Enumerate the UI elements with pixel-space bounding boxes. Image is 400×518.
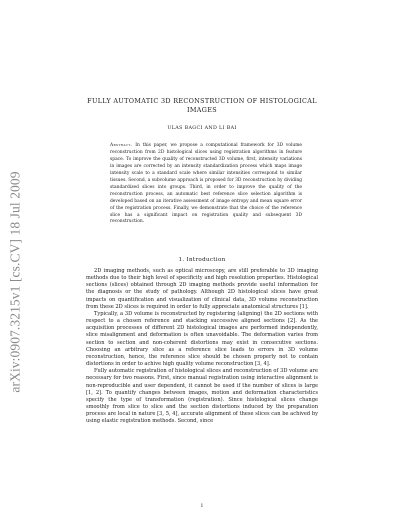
abstract-block [110,143,302,226]
arxiv-identifier-text: arXiv:0907.3215v1 [cs.CV] 18 Jul 2009 [8,171,23,393]
paragraph-3: Fully automatic registration of histological slices and reconstruction of 3D volume are necessary for two reasons. First, since manual registration using interactive alignment is non-reproducible and user dependent, it cannot be used if the number of slices is large [1, 2]. To quantify changes between images, motion and deformation characteristics specify the type of transformation (registration). Since histological slices change smoothly from slice to slice and the section distortions induced by the preparation process are local in nature [3, 5, 4], accurate alignment of these slices can be achived by using elastic registration methods. Second, since [86,368,318,425]
paper-title: FULLY AUTOMATIC 3D RECONSTRUCTION OF HISTOLOGICAL IMAGES [87,97,317,114]
arxiv-identifier-stamp [4,137,28,427]
abstract-label: Abstract. [110,143,133,148]
section-heading-introduction: 1. Introduction [178,257,226,263]
introduction-body [86,268,318,425]
paragraph-1: 2D imaging methods, such as optical microscopy, are still preferable to 3D imaging methods due to their high level of specificity and high resolution properties. Histological sections (slices) obtained through 2D imaging methods provide useful information for the diagnosis or the study of pathology. Although 2D histological slices have great impacts on quantification and visualization of clinical data, 3D volume reconstruction from these 2D slices is required in order to fully appreciate anatomical structures [1]. [86,268,318,310]
paper-authors: ULAS BAGCI AND LI BAI [167,126,237,131]
paragraph-2: Typically, a 3D volume is reconstructed by registering (aligning) the 2D sections with respect to a chosen reference and stacking successive aligned sections [2]. As the acquisition processes of different 2D histological images are performed independently, slice misalignment and deformation is often unavoidable. The deformation varies from section to section and non-coherent distortions may exist in consecutive sections. Choosing an arbitrary slice as a reference slice leads to errors in 3D volume reconstruction, hence, the reference slice should be chosen properly not to contain distortions in order to achive high quality volume reconstruction [3, 4]. [86,310,318,368]
page-number: 1 [200,504,204,509]
abstract-text: In this paper, we propose a computational framework for 3D volume reconstruction from 2D histological slices using registration algorithms in feature space. To improve the quality of reconstructed 3D volume, first, intensity variations in images are corrected by an intensity standardization process which maps image intensity scale to a standard scale where similar intensities correspond to similar tissues. Second, a subvolume approach is proposed for 3D reconstruction by dividing standardized slices into groups. Third, in order to improve the quality of the reconstruction process, an automatic best reference slice selection algorithm is developed based on an iterative assessment of image entropy and mean square error of the registration process. Finally, we demonstrate that the choice of the reference slice has a significant impact on registration quality and subsequent 3D reconstruction. [110,143,302,225]
